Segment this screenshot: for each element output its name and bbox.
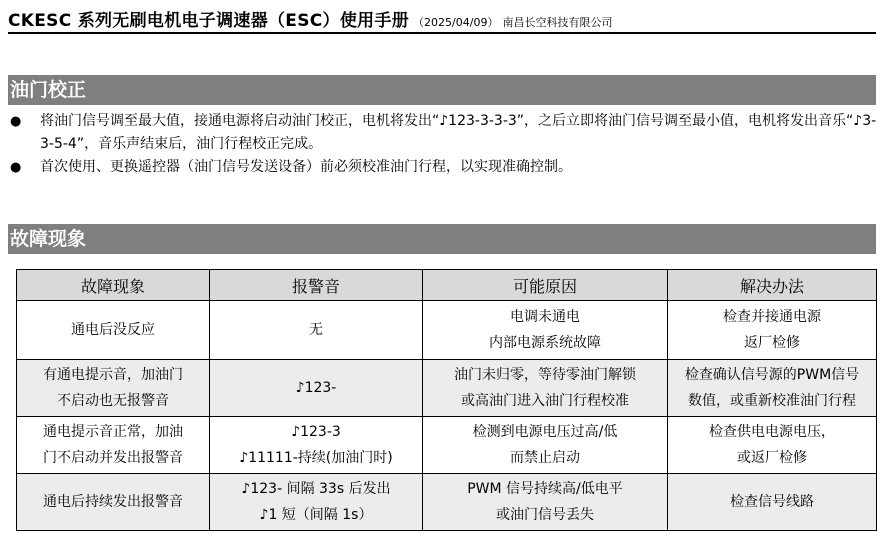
cell-line: ♪123-3 (291, 424, 341, 440)
cell-cause (423, 474, 668, 531)
cell-line: 内部电源系统故障 (489, 335, 601, 351)
bullet-item (8, 110, 878, 156)
table-row (17, 417, 877, 474)
cell-tone (210, 360, 423, 417)
company-name: 南昌长空科技有限公司 (502, 16, 613, 29)
cell-line: 油门未归零，等待零油门解锁 (454, 367, 636, 383)
calibration-bullet-list (8, 110, 878, 179)
cell-line: 电调未通电 (510, 309, 580, 325)
cell-line: ♪11111-持续(加油门时) (239, 450, 393, 466)
document-date: （2025/04/09） (413, 16, 499, 29)
cell-line: 检查确认信号源的PWM信号 (684, 367, 860, 383)
cell-line: ♪123- (295, 380, 337, 396)
cell-line: 通电后持续发出报警音 (43, 494, 183, 510)
section-heading-fault-symptoms: 故障现象 (8, 224, 876, 254)
cell-symptom (17, 301, 210, 360)
cell-line: 返厂检修 (744, 335, 800, 351)
cell-solution (668, 474, 877, 531)
cell-line: 或油门信号丢失 (496, 507, 594, 523)
fault-table (16, 269, 877, 531)
column-header-possible-cause: 可能原因 (423, 270, 668, 301)
column-header-alarm-tone: 报警音 (210, 270, 423, 301)
table-row (17, 360, 877, 417)
document-title: CKESC 系列无刷电机电子调速器（ESC）使用手册 (8, 11, 410, 31)
cell-line: 检查并接通电源 (723, 309, 821, 325)
cell-line: 或高油门进入油门行程校准 (461, 393, 629, 409)
column-header-symptom: 故障现象 (17, 270, 210, 301)
bullet-text: 首次使用、更换遥控器（油门信号发送设备）前必须校准油门行程，以实现准确控制。 (40, 159, 572, 175)
cell-line: 通电后没反应 (71, 322, 155, 338)
cell-line: 不启动也无报警音 (57, 393, 169, 409)
cell-line: PWM 信号持续高/低电平 (467, 481, 623, 497)
table-header-row (17, 270, 877, 301)
cell-line: 检测到电源电压过高/低 (472, 424, 618, 440)
document-header (8, 6, 876, 34)
cell-line: 数值，或重新校准油门行程 (688, 393, 856, 409)
cell-line: 而禁止启动 (510, 450, 580, 466)
bullet-item (8, 156, 878, 179)
table-row (17, 474, 877, 531)
bullet-dot-icon: ● (10, 160, 22, 175)
cell-symptom (17, 417, 210, 474)
cell-line: 门不启动并发出报警音 (43, 450, 183, 466)
cell-line: 检查供电电源电压， (709, 424, 835, 440)
bullet-text: 将油门信号调至最大值，接通电源将启动油门校正，电机将发出“♪123-3-3-3”，之后立即将油门信号调至最小值，电机将发出音乐“♪3-3-5-4”，音乐声结束后，油门行程校正完成。 (40, 113, 877, 152)
cell-line: 检查信号线路 (730, 494, 814, 510)
cell-tone (210, 301, 423, 360)
cell-symptom (17, 474, 210, 531)
bullet-dot-icon: ● (10, 114, 22, 129)
cell-cause (423, 301, 668, 360)
cell-symptom (17, 360, 210, 417)
cell-cause (423, 417, 668, 474)
cell-solution (668, 360, 877, 417)
section-heading-throttle-calibration: 油门校正 (8, 75, 876, 105)
cell-line: 无 (309, 322, 323, 338)
cell-line: ♪123- 间隔 33s 后发出 (241, 481, 391, 497)
cell-line: 或返厂检修 (737, 450, 807, 466)
cell-tone (210, 417, 423, 474)
cell-solution (668, 417, 877, 474)
column-header-solution: 解决办法 (668, 270, 877, 301)
cell-line: 有通电提示音，加油门 (43, 367, 183, 383)
table-row (17, 301, 877, 360)
cell-tone (210, 474, 423, 531)
cell-solution (668, 301, 877, 360)
cell-line: ♪1 短（间隔 1s） (259, 507, 373, 523)
cell-line: 通电提示音正常，加油 (43, 424, 183, 440)
cell-cause (423, 360, 668, 417)
